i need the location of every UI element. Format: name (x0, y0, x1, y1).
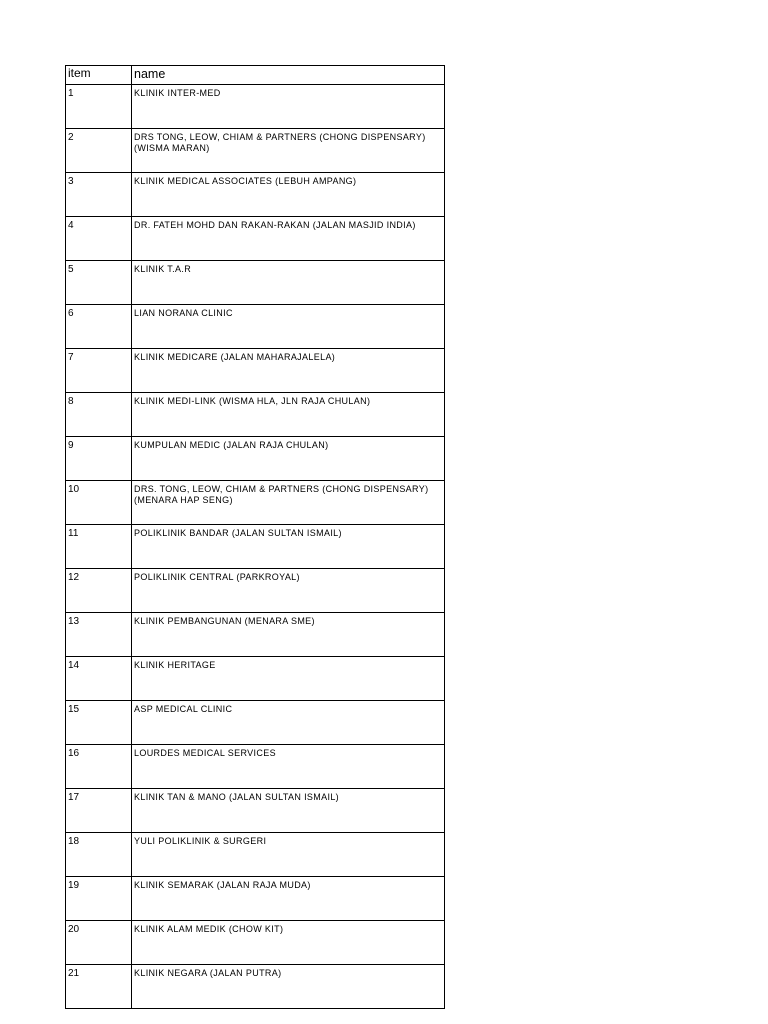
clinic-name-cell: KLINIK INTER-MED (132, 85, 445, 129)
item-number-cell: 21 (66, 965, 132, 1009)
table-row (66, 877, 445, 921)
clinic-name-cell: KLINIK MEDICARE (JALAN MAHARAJALELA) (132, 349, 445, 393)
item-number-cell: 20 (66, 921, 132, 965)
clinic-list-table (65, 65, 445, 1009)
item-number-cell: 7 (66, 349, 132, 393)
table-row (66, 393, 445, 437)
clinic-name-cell: ASP MEDICAL CLINIC (132, 701, 445, 745)
item-number-cell: 15 (66, 701, 132, 745)
item-number-cell: 19 (66, 877, 132, 921)
table-row (66, 745, 445, 789)
item-number-cell: 3 (66, 173, 132, 217)
clinic-name-cell: KLINIK NEGARA (JALAN PUTRA) (132, 965, 445, 1009)
item-number-cell: 13 (66, 613, 132, 657)
clinic-name-cell: KLINIK PEMBANGUNAN (MENARA SME) (132, 613, 445, 657)
item-number-cell: 14 (66, 657, 132, 701)
column-header-item: item (66, 66, 132, 85)
item-number-cell: 8 (66, 393, 132, 437)
table-row (66, 657, 445, 701)
item-number-cell: 18 (66, 833, 132, 877)
clinic-name-cell: LIAN NORANA CLINIC (132, 305, 445, 349)
column-header-name: name (132, 66, 445, 85)
table-row (66, 173, 445, 217)
table-row (66, 613, 445, 657)
table-row (66, 349, 445, 393)
table-row (66, 569, 445, 613)
table-row (66, 701, 445, 745)
item-number-cell: 1 (66, 85, 132, 129)
clinic-name-cell: KLINIK TAN & MANO (JALAN SULTAN ISMAIL) (132, 789, 445, 833)
clinic-name-cell: DRS TONG, LEOW, CHIAM & PARTNERS (CHONG DISPENSARY)(WISMA MARAN) (132, 129, 445, 173)
clinic-name-cell: KLINIK MEDICAL ASSOCIATES (LEBUH AMPANG) (132, 173, 445, 217)
table-header-row (66, 66, 445, 85)
item-number-cell: 16 (66, 745, 132, 789)
clinic-name-cell: YULI POLIKLINIK & SURGERI (132, 833, 445, 877)
table-row (66, 129, 445, 173)
clinic-name-cell: DRS. TONG, LEOW, CHIAM & PARTNERS (CHONG DISPENSARY)(MENARA HAP SENG) (132, 481, 445, 525)
clinic-name-cell: KLINIK SEMARAK (JALAN RAJA MUDA) (132, 877, 445, 921)
clinic-name-cell: DR. FATEH MOHD DAN RAKAN-RAKAN (JALAN MASJID INDIA) (132, 217, 445, 261)
item-number-cell: 5 (66, 261, 132, 305)
clinic-name-cell: KUMPULAN MEDIC (JALAN RAJA CHULAN) (132, 437, 445, 481)
clinic-name-cell: POLIKLINIK BANDAR (JALAN SULTAN ISMAIL) (132, 525, 445, 569)
clinic-name-cell: POLIKLINIK CENTRAL (PARKROYAL) (132, 569, 445, 613)
clinic-name-cell: KLINIK HERITAGE (132, 657, 445, 701)
item-number-cell: 9 (66, 437, 132, 481)
item-number-cell: 6 (66, 305, 132, 349)
table-row (66, 481, 445, 525)
table-row (66, 85, 445, 129)
clinic-name-cell: LOURDES MEDICAL SERVICES (132, 745, 445, 789)
table-row (66, 305, 445, 349)
clinic-name-cell: KLINIK ALAM MEDIK (CHOW KIT) (132, 921, 445, 965)
item-number-cell: 11 (66, 525, 132, 569)
item-number-cell: 2 (66, 129, 132, 173)
table-row (66, 525, 445, 569)
item-number-cell: 12 (66, 569, 132, 613)
table-row (66, 921, 445, 965)
clinic-name-cell: KLINIK MEDI-LINK (WISMA HLA, JLN RAJA CHULAN) (132, 393, 445, 437)
clinic-name-cell: KLINIK T.A.R (132, 261, 445, 305)
table-body (66, 85, 445, 1009)
table-row (66, 833, 445, 877)
table-row (66, 217, 445, 261)
item-number-cell: 10 (66, 481, 132, 525)
table-row (66, 789, 445, 833)
table-row (66, 261, 445, 305)
table-row (66, 965, 445, 1009)
item-number-cell: 4 (66, 217, 132, 261)
table-row (66, 437, 445, 481)
item-number-cell: 17 (66, 789, 132, 833)
